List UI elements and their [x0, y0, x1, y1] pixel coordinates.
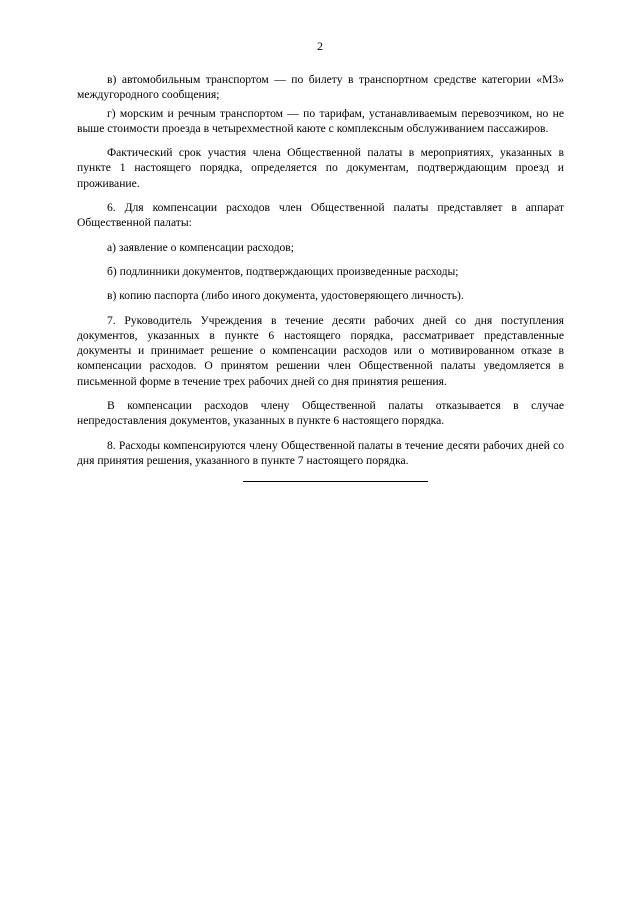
- paragraph-actual-term: Фактический срок участия члена Общественной палаты в мероприятиях, указанных в пункте 1 настоящего порядка, определяется по документам, подтверждающим проезд и проживание.: [77, 146, 564, 190]
- paragraph-point-7: 7. Руководитель Учреждения в течение десяти рабочих дней со дня поступления документов, указанных в пункте 6 настоящего порядка, рассматривает представленные документы и принимает решение о компенсации расходов или о мотивированном отказе в компенсации расходов. О принятом решении член Общественной палаты уведомляется в письменной форме в течение трех рабочих дней со дня принятия решения.: [77, 313, 564, 388]
- document-body: [77, 72, 564, 468]
- list-item-v-passport: в) копию паспорта (либо иного документа, удостоверяющего личность).: [107, 289, 464, 303]
- paragraph-refusal: В компенсации расходов члену Общественной палаты отказывается в случае непредоставления документов, указанных в пункте 6 настоящего порядка.: [77, 399, 564, 428]
- closing-rule: [243, 481, 428, 482]
- paragraph-item-g-sea: г) морским и речным транспортом — по тарифам, устанавливаемым перевозчиком, но не выше стоимости проезда в четырехместной каюте с комплексным обслуживанием пассажиров.: [77, 106, 564, 135]
- list-item-a-application: а) заявление о компенсации расходов;: [107, 240, 294, 254]
- paragraph-item-v-road: в) автомобильным транспортом — по билету в транспортном средстве категории «М3» междугородного сообщения;: [77, 73, 564, 102]
- paragraph-point-6: 6. Для компенсации расходов член Общественной палаты представляет в аппарат Общественной палаты:: [77, 201, 564, 230]
- page-number: 2: [317, 39, 323, 53]
- list-item-b-originals: б) подлинники документов, подтверждающих произведенные расходы;: [107, 264, 459, 278]
- paragraph-point-8: 8. Расходы компенсируются члену Общественной палаты в течение десяти рабочих дней со дня принятия решения, указанного в пункте 7 настоящего порядка.: [77, 438, 564, 467]
